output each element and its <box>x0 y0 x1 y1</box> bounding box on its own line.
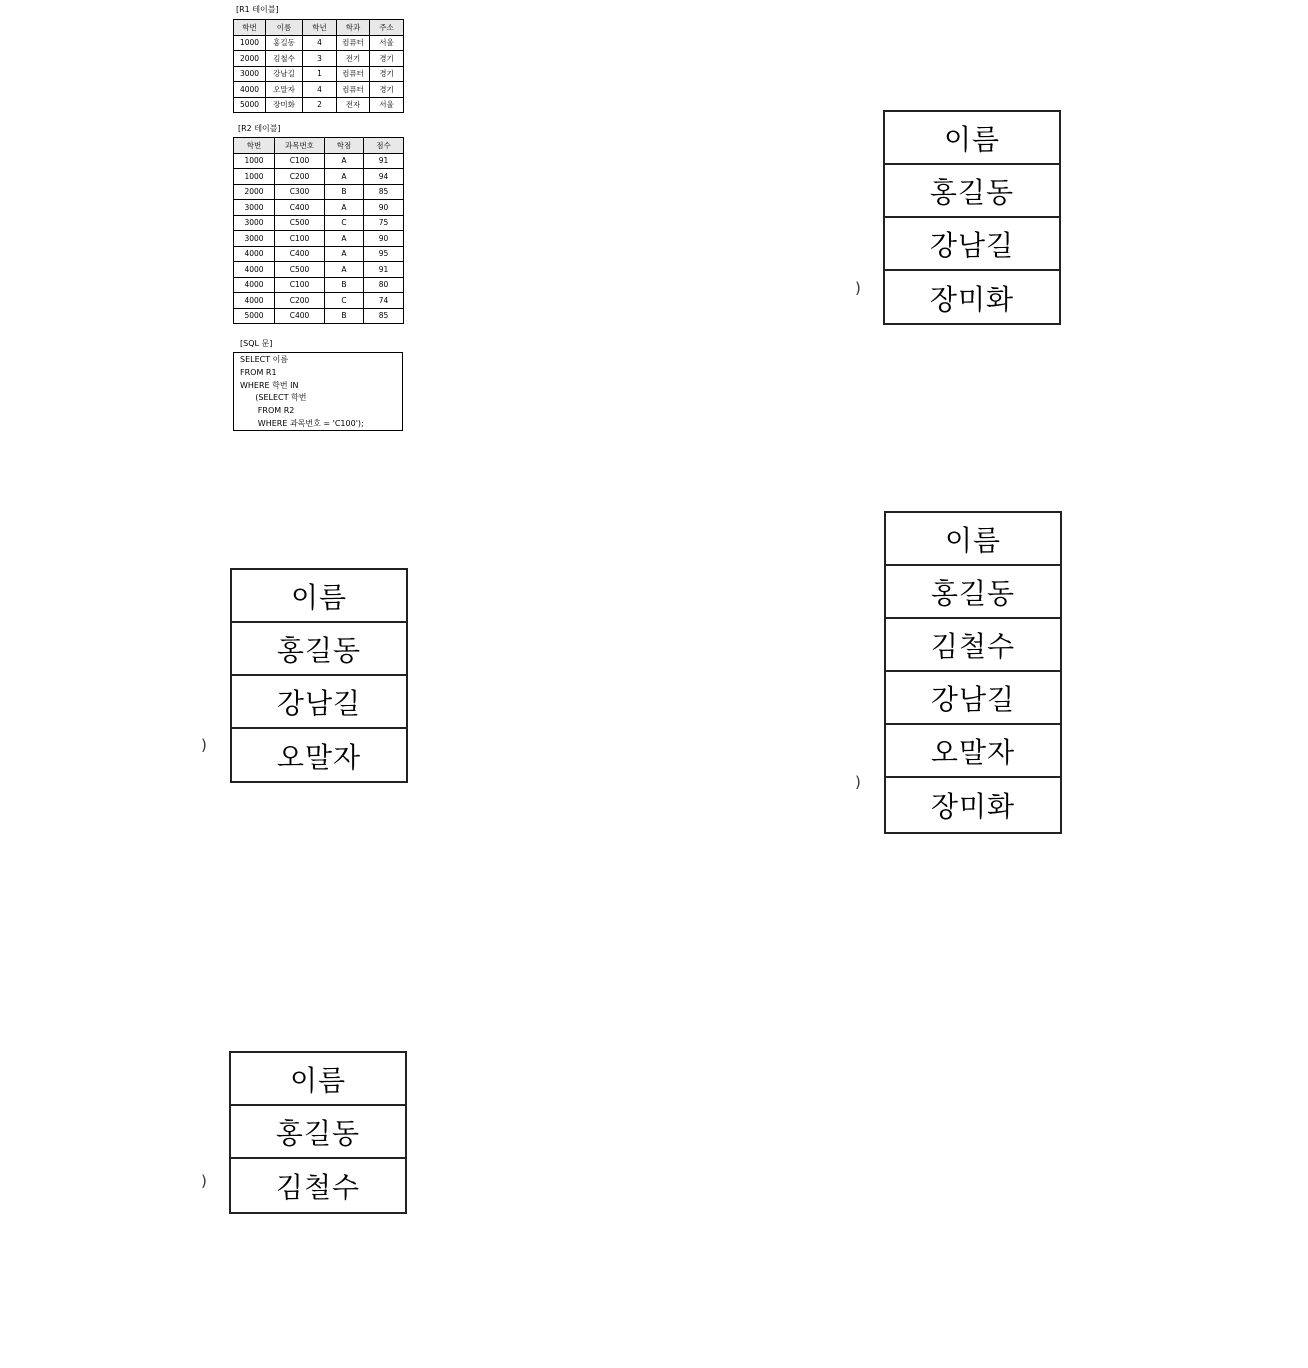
r1-table-row <box>234 97 404 113</box>
sql-line: WHERE 과목번호 = 'C100'); <box>240 418 364 428</box>
result-cell: 오말자 <box>276 740 362 774</box>
r1-table-cell: 3000 <box>234 66 266 82</box>
r1-table-cell: 전자 <box>337 97 370 113</box>
r2-table-cell: B <box>325 277 364 293</box>
result-column-header: 이름 <box>231 1053 405 1106</box>
r2-table-cell: A <box>325 153 364 169</box>
r1-table-cell: 4 <box>303 82 337 98</box>
r1-header-cell: 학년 <box>303 20 337 36</box>
r2-table-cell: A <box>325 200 364 216</box>
r2-header-cell: 학번 <box>234 138 275 154</box>
r2-table-row <box>234 262 404 278</box>
r1-table-cell: 서울 <box>370 97 404 113</box>
r1-table-cell: 서울 <box>370 35 404 51</box>
r1-header-cell: 이름 <box>266 20 303 36</box>
r1-header-cell: 주소 <box>370 20 404 36</box>
option-3-paren: ) <box>855 773 861 791</box>
r2-table-row <box>234 293 404 309</box>
r1-table-cell: 2000 <box>234 51 266 67</box>
r2-table-row <box>234 184 404 200</box>
r1-table-cell: 김철수 <box>266 51 303 67</box>
option-4-paren: ) <box>201 1172 207 1190</box>
r2-table-cell: 5000 <box>234 308 275 324</box>
r2-header-cell: 학점 <box>325 138 364 154</box>
r2-table-row <box>234 200 404 216</box>
option-3-result-table[interactable] <box>884 511 1062 834</box>
r1-table-cell: 경기 <box>370 82 404 98</box>
r2-header-cell: 점수 <box>364 138 404 154</box>
option-1-paren: ) <box>855 279 861 297</box>
r2-table-cell: 80 <box>364 277 404 293</box>
r2-table-cell: C <box>325 293 364 309</box>
option-2-result-table[interactable] <box>230 568 408 783</box>
result-cell: 홍길동 <box>886 566 1060 619</box>
sql-statement-box <box>233 352 403 431</box>
r2-table-cell: A <box>325 262 364 278</box>
sql-line: (SELECT 학번 <box>240 393 307 403</box>
r1-table-cell: 컴퓨터 <box>337 66 370 82</box>
r1-caption: [R1 테이블] <box>236 5 279 14</box>
r2-table-row <box>234 169 404 185</box>
r2-table-cell: 85 <box>364 184 404 200</box>
r2-table-cell: C400 <box>275 246 325 262</box>
r2-table-cell: C100 <box>275 277 325 293</box>
r2-header-cell: 과목번호 <box>275 138 325 154</box>
r2-table-cell: 85 <box>364 308 404 324</box>
r2-table-cell: 3000 <box>234 215 275 231</box>
sql-line: WHERE 학번 IN <box>240 380 299 390</box>
r2-table-cell: 3000 <box>234 200 275 216</box>
r1-table-row <box>234 35 404 51</box>
r2-table-cell: 90 <box>364 231 404 247</box>
r2-table-cell: C100 <box>275 231 325 247</box>
sql-line: FROM R2 <box>240 406 295 416</box>
r1-table-cell: 컴퓨터 <box>337 35 370 51</box>
r2-table-cell: 4000 <box>234 246 275 262</box>
r1-table-cell: 경기 <box>370 51 404 67</box>
r1-table <box>233 19 404 113</box>
r2-table-cell: C400 <box>275 200 325 216</box>
r2-table-cell: 4000 <box>234 262 275 278</box>
r2-table-cell: 94 <box>364 169 404 185</box>
r2-table-cell: 95 <box>364 246 404 262</box>
result-cell: 장미화 <box>929 282 1015 316</box>
r1-header-cell: 학번 <box>234 20 266 36</box>
r2-table-cell: 75 <box>364 215 404 231</box>
r2-table-cell: C <box>325 215 364 231</box>
r2-table-row <box>234 308 404 324</box>
r2-table-cell: 91 <box>364 262 404 278</box>
sql-line: FROM R1 <box>240 367 277 377</box>
r2-table-cell: A <box>325 169 364 185</box>
r2-table-cell: C500 <box>275 215 325 231</box>
r2-table-cell: B <box>325 308 364 324</box>
r2-table-cell: C500 <box>275 262 325 278</box>
r1-table-row <box>234 66 404 82</box>
r2-table-row <box>234 153 404 169</box>
option-1-result-table[interactable] <box>883 110 1061 325</box>
result-cell: 강남길 <box>886 672 1060 725</box>
r1-table-cell: 2 <box>303 97 337 113</box>
r2-table-cell: 2000 <box>234 184 275 200</box>
result-column-header: 이름 <box>885 112 1059 165</box>
r2-table <box>233 137 404 324</box>
r2-table-cell: A <box>325 231 364 247</box>
r1-table-cell: 홍길동 <box>266 35 303 51</box>
r2-table-cell: 4000 <box>234 293 275 309</box>
r2-table-row <box>234 246 404 262</box>
r2-table-cell: 1000 <box>234 153 275 169</box>
r1-table-cell: 1 <box>303 66 337 82</box>
r1-table-cell: 컴퓨터 <box>337 82 370 98</box>
r1-table-cell: 오말자 <box>266 82 303 98</box>
result-cell: 김철수 <box>886 619 1060 672</box>
result-cell: 장미화 <box>930 789 1016 823</box>
result-cell: 오말자 <box>886 725 1060 778</box>
option-4-result-table[interactable] <box>229 1051 407 1214</box>
sql-line: SELECT 이름 <box>240 355 289 364</box>
r2-table-cell: C300 <box>275 184 325 200</box>
r2-caption: [R2 테이블] <box>238 124 281 133</box>
result-column-header: 이름 <box>886 513 1060 566</box>
r2-table-cell: 4000 <box>234 277 275 293</box>
r1-table-cell: 강남길 <box>266 66 303 82</box>
r1-table-cell: 경기 <box>370 66 404 82</box>
result-cell: 홍길동 <box>232 623 406 676</box>
r2-table-cell: 90 <box>364 200 404 216</box>
r1-table-cell: 4000 <box>234 82 266 98</box>
r2-table-cell: C200 <box>275 169 325 185</box>
result-cell: 강남길 <box>232 676 406 729</box>
r2-table-cell: 1000 <box>234 169 275 185</box>
r1-table-row <box>234 51 404 67</box>
r2-table-cell: C100 <box>275 153 325 169</box>
r2-table-cell: 74 <box>364 293 404 309</box>
result-cell: 김철수 <box>275 1170 361 1204</box>
result-column-header: 이름 <box>232 570 406 623</box>
r1-table-cell: 4 <box>303 35 337 51</box>
r1-table-cell: 1000 <box>234 35 266 51</box>
r2-table-row <box>234 277 404 293</box>
r1-table-cell: 5000 <box>234 97 266 113</box>
result-cell: 홍길동 <box>885 165 1059 218</box>
r1-table-cell: 장미화 <box>266 97 303 113</box>
r2-table-row <box>234 215 404 231</box>
r2-table-cell: 91 <box>364 153 404 169</box>
r1-table-cell: 3 <box>303 51 337 67</box>
r1-table-row <box>234 82 404 98</box>
option-2-paren: ) <box>201 736 207 754</box>
r1-header-cell: 학과 <box>337 20 370 36</box>
r2-table-cell: A <box>325 246 364 262</box>
result-cell: 강남길 <box>885 218 1059 271</box>
r2-header-row <box>234 138 404 154</box>
r2-table-cell: C400 <box>275 308 325 324</box>
r2-table-cell: 3000 <box>234 231 275 247</box>
result-cell: 홍길동 <box>231 1106 405 1159</box>
r1-table-cell: 전기 <box>337 51 370 67</box>
r2-table-cell: B <box>325 184 364 200</box>
r1-header-row <box>234 20 404 36</box>
r2-table-cell: C200 <box>275 293 325 309</box>
sql-caption: [SQL 문] <box>240 339 273 348</box>
r2-table-row <box>234 231 404 247</box>
